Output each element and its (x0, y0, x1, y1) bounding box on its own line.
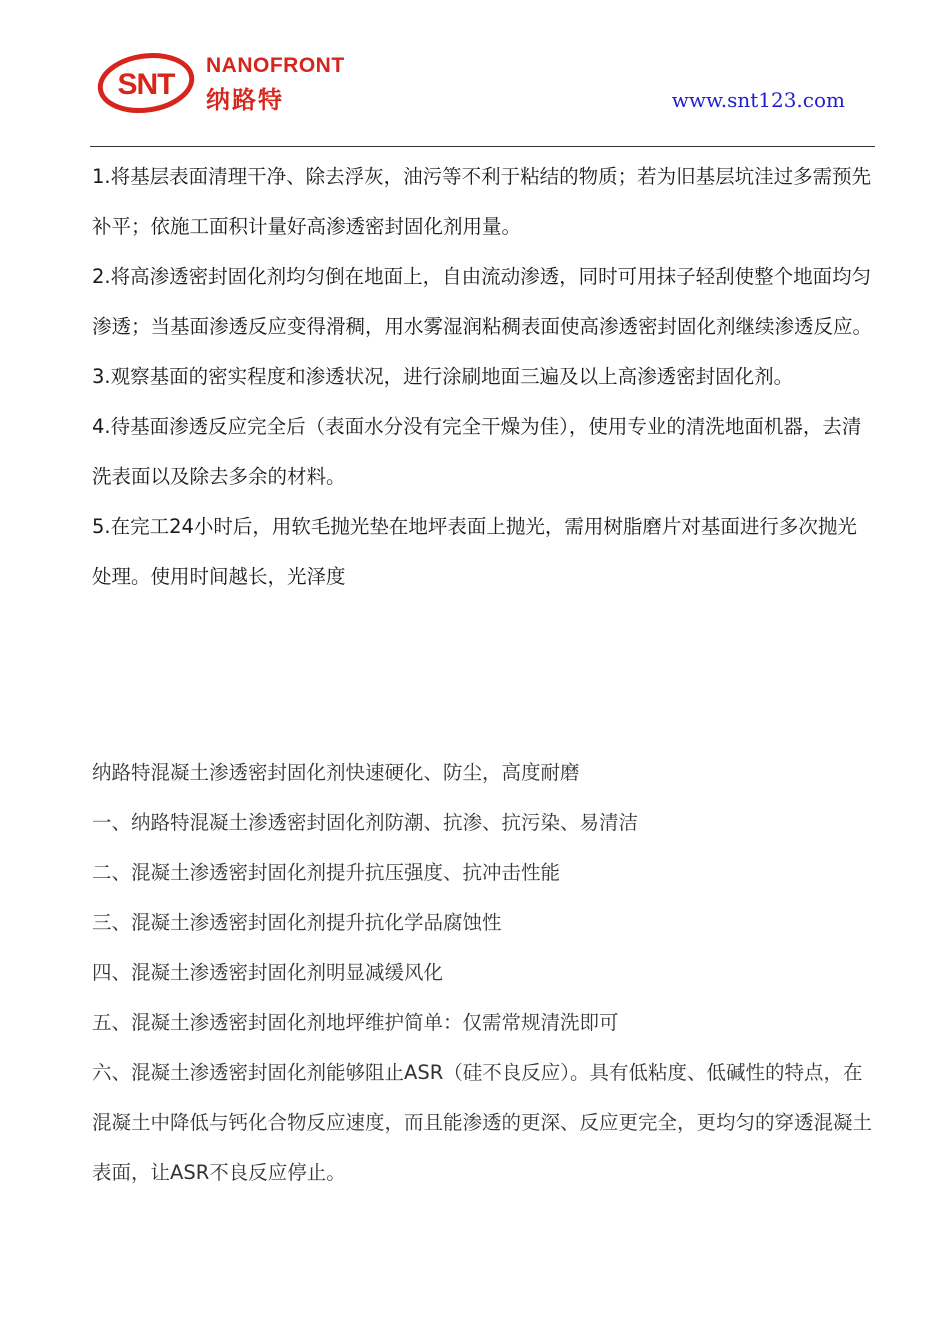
product-features (92, 748, 874, 1198)
feature-item: 六、混凝土渗透密封固化剂能够阻止ASR（硅不良反应）。具有低粘度、低碱性的特点，在混凝土中降低与钙化合物反应速度，而且能渗透的更深、反应更完全，更均匀的穿透混凝土表面，让ASR不良反应停止。 (92, 1061, 873, 1184)
application-steps (92, 152, 874, 602)
svg-text:SNT: SNT (117, 68, 175, 101)
step-paragraph: 2.将高渗透密封固化剂均匀倒在地面上，自由流动渗透，同时可用抹子轻刮使整个地面均匀渗透；当基面渗透反应变得滑稠，用水雾湿润粘稠表面使高渗透密封固化剂继续渗透反应。 (92, 265, 873, 338)
header-divider (90, 146, 875, 147)
snt-logo-mark (96, 52, 196, 114)
step-paragraph: 5.在完工24小时后，用软毛抛光垫在地坪表面上抛光，需用树脂磨片对基面进行多次抛光处理。使用时间越长，光泽度 (92, 515, 857, 588)
feature-item: 二、混凝土渗透密封固化剂提升抗压强度、抗冲击性能 (92, 861, 561, 884)
logo-chinese-name: 纳路特 (206, 86, 284, 114)
website-link[interactable]: www.snt123.com (671, 88, 845, 112)
feature-item: 一、纳路特混凝土渗透密封固化剂防潮、抗渗、抗污染、易清洁 (92, 811, 639, 834)
step-paragraph: 1.将基层表面清理干净、除去浮灰，油污等不利于粘结的物质；若为旧基层坑洼过多需预先补平；依施工面积计量好高渗透密封固化剂用量。 (92, 165, 872, 238)
features-title: 纳路特混凝土渗透密封固化剂快速硬化、防尘，高度耐磨 (92, 761, 580, 784)
logo-english-name: NANOFRONT (206, 54, 345, 77)
company-logo (96, 52, 366, 116)
page-header (0, 0, 950, 150)
feature-item: 五、混凝土渗透密封固化剂地坪维护简单：仅需常规清洗即可 (92, 1011, 619, 1034)
step-paragraph: 4.待基面渗透反应完全后（表面水分没有完全干燥为佳），使用专业的清洗地面机器，去清洗表面以及除去多余的材料。 (92, 415, 862, 488)
step-paragraph: 3.观察基面的密实程度和渗透状况，进行涂刷地面三遍及以上高渗透密封固化剂。 (92, 365, 794, 388)
feature-item: 三、混凝土渗透密封固化剂提升抗化学品腐蚀性 (92, 911, 502, 934)
feature-item: 四、混凝土渗透密封固化剂明显减缓风化 (92, 961, 444, 984)
